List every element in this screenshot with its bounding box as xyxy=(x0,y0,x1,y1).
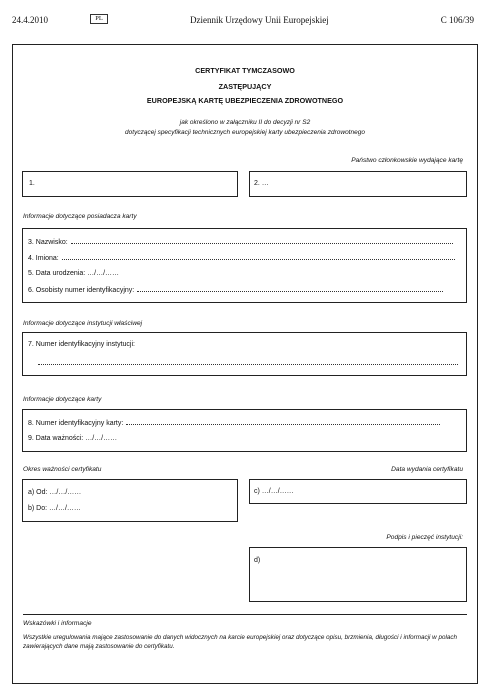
valid-to-label: b) Do: …/…/…… xyxy=(28,505,81,512)
notes-section-label: Wskazówki i informacje xyxy=(23,620,92,627)
valid-to-field[interactable] xyxy=(28,505,81,512)
institution-id-dotted-line xyxy=(38,359,458,365)
holder-section-label: Informacje dotyczące posiadacza karty xyxy=(23,213,137,220)
issue-date-section-label: Data wydania certyfikatu xyxy=(391,466,463,473)
institution-section-label: Informacje dotyczące instytucji właściwej xyxy=(23,320,143,327)
institution-info-box xyxy=(22,332,467,376)
signature-field-label: d) xyxy=(254,557,261,564)
issuing-state-label: Państwo członkowskie wydające kartę xyxy=(351,157,463,164)
valid-from-label: a) Od: …/…/…… xyxy=(28,489,82,496)
card-id-label: 8. Numer identyfikacyjny karty: xyxy=(28,420,124,427)
field-1-box[interactable] xyxy=(22,171,238,197)
surname-label: 3. Nazwisko: xyxy=(28,239,68,246)
valid-from-field[interactable] xyxy=(28,489,81,496)
field-2-label: 2. … xyxy=(254,180,269,187)
subtitle-line2: dotyczącej specyfikacji technicznych europejskiej karty ubezpieczenia zdrowotnego xyxy=(125,129,365,136)
personal-id-label: 6. Osobisty numer identyfikacyjny: xyxy=(28,287,135,294)
notes-divider xyxy=(23,614,467,615)
subtitle-line1: jak określono w załączniku II do decyzji nr S2 xyxy=(179,119,311,126)
certificate-title-line2: ZASTĘPUJĄCY xyxy=(218,82,272,91)
validity-section-label: Okres ważności certyfikatu xyxy=(23,466,102,473)
journal-title: Dziennik Urzędowy Unii Europejskiej xyxy=(190,15,329,25)
card-info-box xyxy=(22,409,467,452)
card-expiry-label: 9. Data ważności: …/…/…… xyxy=(28,435,118,442)
notes-text: Wszystkie uregulowania mające zastosowanie do danych widocznych na karcie europejskiej oraz dotyczące opisu, brzmienia, długości i informacji w polach zawierających dane mają zastosowanie do certyfikatu. xyxy=(23,634,457,650)
holder-info-box xyxy=(22,228,467,303)
issue-date-box[interactable] xyxy=(249,479,467,504)
institution-id-field[interactable] xyxy=(28,341,135,348)
names-label: 4. Imiona: xyxy=(28,255,59,262)
certificate-title-line3: EUROPEJSKĄ KARTĘ UBEZPIECZENIA ZDROWOTNEGO xyxy=(146,96,344,105)
field-2-box[interactable] xyxy=(249,171,467,197)
issue-date-value: c) …/…/…… xyxy=(254,488,294,495)
certificate-title-line1: CERTYFIKAT TYMCZASOWO xyxy=(195,66,295,75)
date-of-birth-field[interactable] xyxy=(28,270,119,277)
field-1-label: 1. xyxy=(29,180,35,187)
validity-box xyxy=(22,479,238,522)
signature-box[interactable] xyxy=(249,547,467,602)
publication-date: 24.4.2010 xyxy=(12,15,48,25)
card-section-label: Informacje dotyczące karty xyxy=(23,396,102,403)
page-header xyxy=(12,15,474,29)
page-number: C 106/39 xyxy=(440,15,474,25)
signature-section-label: Podpis i pieczęć instytucji: xyxy=(386,534,463,541)
surname-field[interactable] xyxy=(28,238,453,246)
card-id-field[interactable] xyxy=(28,419,440,427)
date-of-birth-label: 5. Data urodzenia: …/…/…… xyxy=(28,270,120,277)
names-field[interactable] xyxy=(28,254,455,262)
personal-id-field[interactable] xyxy=(28,286,443,294)
card-expiry-field[interactable] xyxy=(28,435,117,442)
institution-id-label: 7. Numer identyfikacyjny instytucji: xyxy=(28,341,135,348)
certificate-frame xyxy=(12,44,478,684)
language-code: PL xyxy=(90,14,108,24)
